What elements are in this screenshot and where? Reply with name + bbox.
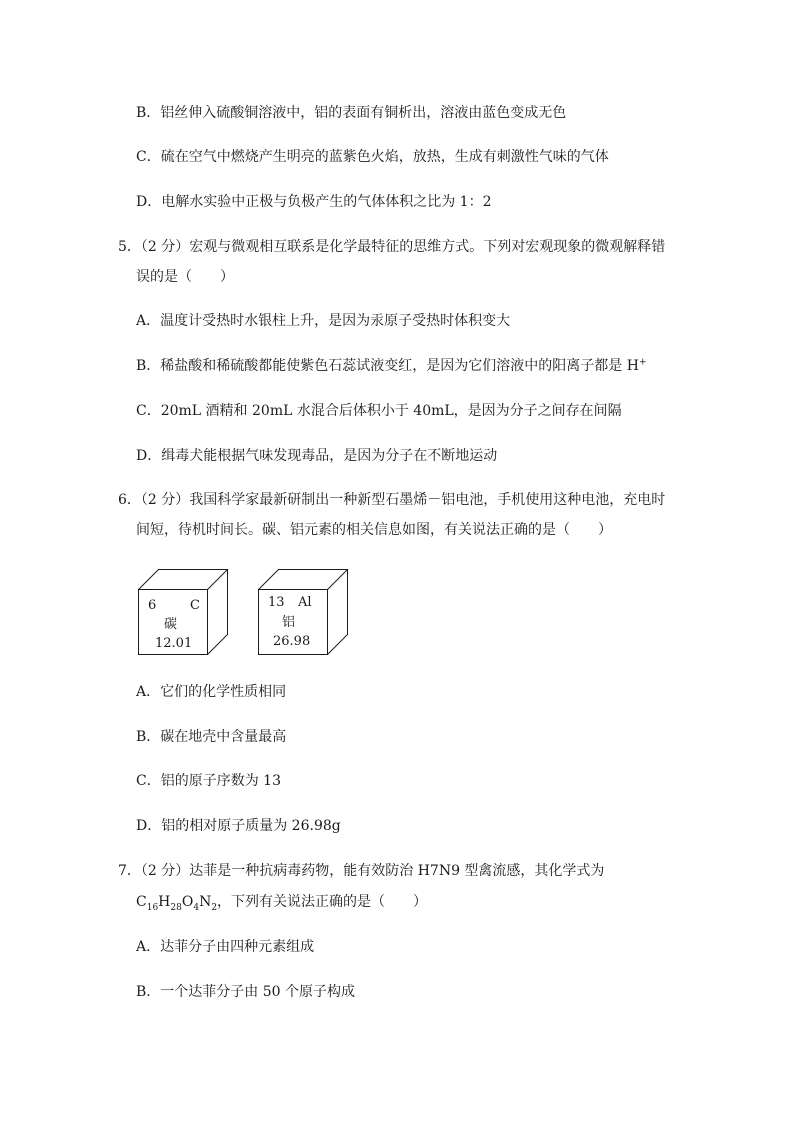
carbon-element-card bbox=[138, 568, 238, 660]
q5-stem-line2: 误的是（ ） bbox=[136, 269, 234, 285]
aluminum-atomic-number: 13 bbox=[268, 595, 285, 610]
q5-option-a: A．温度计受热时水银柱上升，是因为汞原子受热时体积变大 bbox=[136, 313, 511, 329]
q7-stem-line2: $C_{16}H_{28}O_4N_2$，下列有关说法正确的是（ ） bbox=[136, 894, 428, 913]
q7-stem-line1: 7．（2 分）达菲是一种抗病毒药物，能有效防治 H7N9 型禽流感，其化学式为 bbox=[118, 863, 605, 879]
q5-option-d: D．缉毒犬能根据气味发现毒品，是因为分子在不断地运动 bbox=[136, 448, 498, 464]
q6-stem-line1: 6．（2 分）我国科学家最新研制出一种新型石墨烯－铝电池，手机使用这种电池，充电时 bbox=[118, 492, 666, 508]
hydrogen-ion-charge: + bbox=[638, 357, 647, 368]
q7-option-a: A．达菲分子由四种元素组成 bbox=[136, 939, 315, 955]
q4-option-d: D．电解水实验中正极与负极产生的气体体积之比为 1：2 bbox=[136, 194, 492, 210]
aluminum-element-card bbox=[258, 568, 358, 660]
formula-nitrogen: N bbox=[199, 894, 212, 910]
formula-hydrogen: H bbox=[158, 894, 171, 910]
q6-option-a: A．它们的化学性质相同 bbox=[136, 684, 287, 700]
carbon-symbol: C bbox=[190, 598, 200, 613]
aluminum-name: 铝 bbox=[282, 615, 296, 630]
carbon-name: 碳 bbox=[164, 617, 178, 632]
formula-oxygen: O bbox=[181, 894, 194, 910]
formula-carbon: C bbox=[136, 894, 147, 910]
q4-option-c: C．硫在空气中燃烧产生明亮的蓝紫色火焰，放热，生成有刺激性气味的气体 bbox=[136, 149, 609, 165]
q6-stem-line2: 间短，待机时间长。碳、铝元素的相关信息如图，有关说法正确的是（ ） bbox=[136, 522, 612, 538]
q7-option-b: B．一个达菲分子由 50 个原子构成 bbox=[136, 984, 356, 1000]
q4-option-b: B．铝丝伸入硫酸铜溶液中，铝的表面有铜析出，溶液由蓝色变成无色 bbox=[136, 105, 567, 121]
q5-option-b: B．稀盐酸和稀硫酸都能使紫色石蕊试液变红，是因为它们溶液中的阳离子都是 H+ bbox=[136, 357, 647, 374]
q6-option-b: B．碳在地壳中含量最高 bbox=[136, 729, 287, 745]
q6-option-c: C．铝的原子序数为 13 bbox=[136, 773, 281, 789]
aluminum-symbol: Al bbox=[298, 595, 312, 610]
q6-option-d: D．铝的相对原子质量为 26.98g bbox=[136, 818, 341, 834]
aluminum-atomic-mass: 26.98 bbox=[273, 634, 311, 649]
q5-option-c: C．20mL 酒精和 20mL 水混合后体积小于 40mL，是因为分子之间存在间隔 bbox=[136, 403, 622, 419]
q5-stem-line1: 5．（2 分）宏观与微观相互联系是化学最特征的思维方式。下列对宏观现象的微观解释错 bbox=[118, 239, 666, 255]
carbon-atomic-number: 6 bbox=[148, 598, 157, 613]
carbon-atomic-mass: 12.01 bbox=[155, 636, 193, 651]
